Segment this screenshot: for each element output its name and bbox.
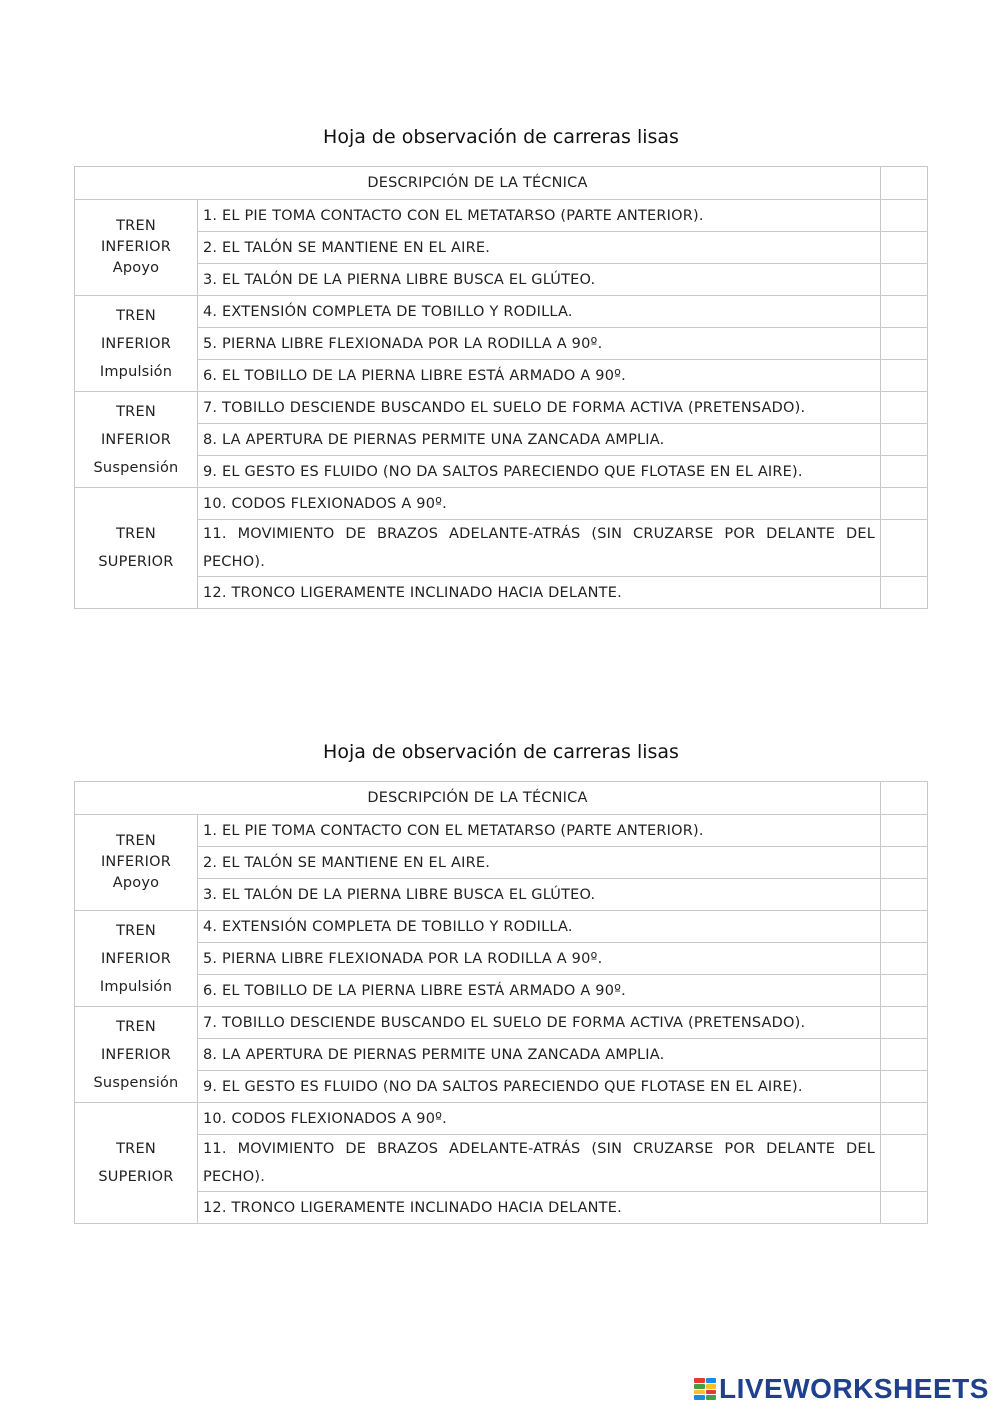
table-header: DESCRIPCIÓN DE LA TÉCNICA: [75, 782, 881, 815]
criterion-item: 5. PIERNA LIBRE FLEXIONADA POR LA RODILLA A 90º.: [198, 328, 881, 360]
check-cell[interactable]: [881, 360, 928, 392]
check-cell[interactable]: [881, 577, 928, 609]
group-label-superior: TREN SUPERIOR: [75, 1103, 198, 1224]
criterion-item: 8. LA APERTURA DE PIERNAS PERMITE UNA ZANCADA AMPLIA.: [198, 1039, 881, 1071]
observation-table: [74, 781, 928, 1224]
observation-table: [74, 166, 928, 609]
criterion-item: 9. EL GESTO ES FLUIDO (NO DA SALTOS PARECIENDO QUE FLOTASE EN EL AIRE).: [198, 1071, 881, 1103]
criterion-item: 4. EXTENSIÓN COMPLETA DE TOBILLO Y RODILLA.: [198, 911, 881, 943]
check-cell[interactable]: [881, 200, 928, 232]
check-cell[interactable]: [881, 424, 928, 456]
criterion-item: 3. EL TALÓN DE LA PIERNA LIBRE BUSCA EL GLÚTEO.: [198, 264, 881, 296]
criterion-item: 1. EL PIE TOMA CONTACTO CON EL METATARSO (PARTE ANTERIOR).: [198, 815, 881, 847]
group-label-suspension: TREN INFERIOR Suspensión: [75, 1007, 198, 1103]
check-cell[interactable]: [881, 975, 928, 1007]
criterion-item: 7. TOBILLO DESCIENDE BUSCANDO EL SUELO DE FORMA ACTIVA (PRETENSADO).: [198, 392, 881, 424]
criterion-item: 10. CODOS FLEXIONADOS A 90º.: [198, 488, 881, 520]
check-cell[interactable]: [881, 911, 928, 943]
criterion-item: 5. PIERNA LIBRE FLEXIONADA POR LA RODILLA A 90º.: [198, 943, 881, 975]
check-cell[interactable]: [881, 1135, 928, 1192]
criterion-item: 9. EL GESTO ES FLUIDO (NO DA SALTOS PARECIENDO QUE FLOTASE EN EL AIRE).: [198, 456, 881, 488]
check-cell[interactable]: [881, 847, 928, 879]
group-label-superior: TREN SUPERIOR: [75, 488, 198, 609]
liveworksheets-logo: [694, 1373, 989, 1404]
criterion-item: 12. TRONCO LIGERAMENTE INCLINADO HACIA DELANTE.: [198, 1192, 881, 1224]
check-cell[interactable]: [881, 167, 928, 200]
check-cell[interactable]: [881, 328, 928, 360]
check-cell[interactable]: [881, 879, 928, 911]
sheet-title: Hoja de observación de carreras lisas: [323, 741, 679, 763]
criterion-item: 11. MOVIMIENTO DE BRAZOS ADELANTE-ATRÁS (SIN CRUZARSE POR DELANTE DEL PECHO).: [198, 520, 881, 577]
sheet-title: Hoja de observación de carreras lisas: [323, 126, 679, 148]
group-label-suspension: TREN INFERIOR Suspensión: [75, 392, 198, 488]
check-cell[interactable]: [881, 1192, 928, 1224]
check-cell[interactable]: [881, 392, 928, 424]
liveworksheets-logo-icon: [694, 1378, 716, 1400]
group-label-impulsion: TREN INFERIOR Impulsión: [75, 911, 198, 1007]
check-cell[interactable]: [881, 488, 928, 520]
criterion-item: 7. TOBILLO DESCIENDE BUSCANDO EL SUELO DE FORMA ACTIVA (PRETENSADO).: [198, 1007, 881, 1039]
check-cell[interactable]: [881, 456, 928, 488]
check-cell[interactable]: [881, 1039, 928, 1071]
check-cell[interactable]: [881, 1071, 928, 1103]
criterion-item: 2. EL TALÓN SE MANTIENE EN EL AIRE.: [198, 232, 881, 264]
group-label-impulsion: TREN INFERIOR Impulsión: [75, 296, 198, 392]
criterion-item: 1. EL PIE TOMA CONTACTO CON EL METATARSO (PARTE ANTERIOR).: [198, 200, 881, 232]
group-label-apoyo: TREN INFERIOR Apoyo: [75, 200, 198, 296]
check-cell[interactable]: [881, 1103, 928, 1135]
check-cell[interactable]: [881, 943, 928, 975]
check-cell[interactable]: [881, 815, 928, 847]
check-cell[interactable]: [881, 782, 928, 815]
brand-text: LIVEWORKSHEETS: [719, 1373, 989, 1404]
criterion-item: 10. CODOS FLEXIONADOS A 90º.: [198, 1103, 881, 1135]
criterion-item: 3. EL TALÓN DE LA PIERNA LIBRE BUSCA EL GLÚTEO.: [198, 879, 881, 911]
check-cell[interactable]: [881, 1007, 928, 1039]
check-cell[interactable]: [881, 520, 928, 577]
criterion-item: 4. EXTENSIÓN COMPLETA DE TOBILLO Y RODILLA.: [198, 296, 881, 328]
check-cell[interactable]: [881, 232, 928, 264]
criterion-item: 8. LA APERTURA DE PIERNAS PERMITE UNA ZANCADA AMPLIA.: [198, 424, 881, 456]
criterion-item: 6. EL TOBILLO DE LA PIERNA LIBRE ESTÁ ARMADO A 90º.: [198, 975, 881, 1007]
table-header: DESCRIPCIÓN DE LA TÉCNICA: [75, 167, 881, 200]
criterion-item: 2. EL TALÓN SE MANTIENE EN EL AIRE.: [198, 847, 881, 879]
criterion-item: 12. TRONCO LIGERAMENTE INCLINADO HACIA DELANTE.: [198, 577, 881, 609]
check-cell[interactable]: [881, 264, 928, 296]
group-label-apoyo: TREN INFERIOR Apoyo: [75, 815, 198, 911]
criterion-item: 11. MOVIMIENTO DE BRAZOS ADELANTE-ATRÁS (SIN CRUZARSE POR DELANTE DEL PECHO).: [198, 1135, 881, 1192]
criterion-item: 6. EL TOBILLO DE LA PIERNA LIBRE ESTÁ ARMADO A 90º.: [198, 360, 881, 392]
check-cell[interactable]: [881, 296, 928, 328]
